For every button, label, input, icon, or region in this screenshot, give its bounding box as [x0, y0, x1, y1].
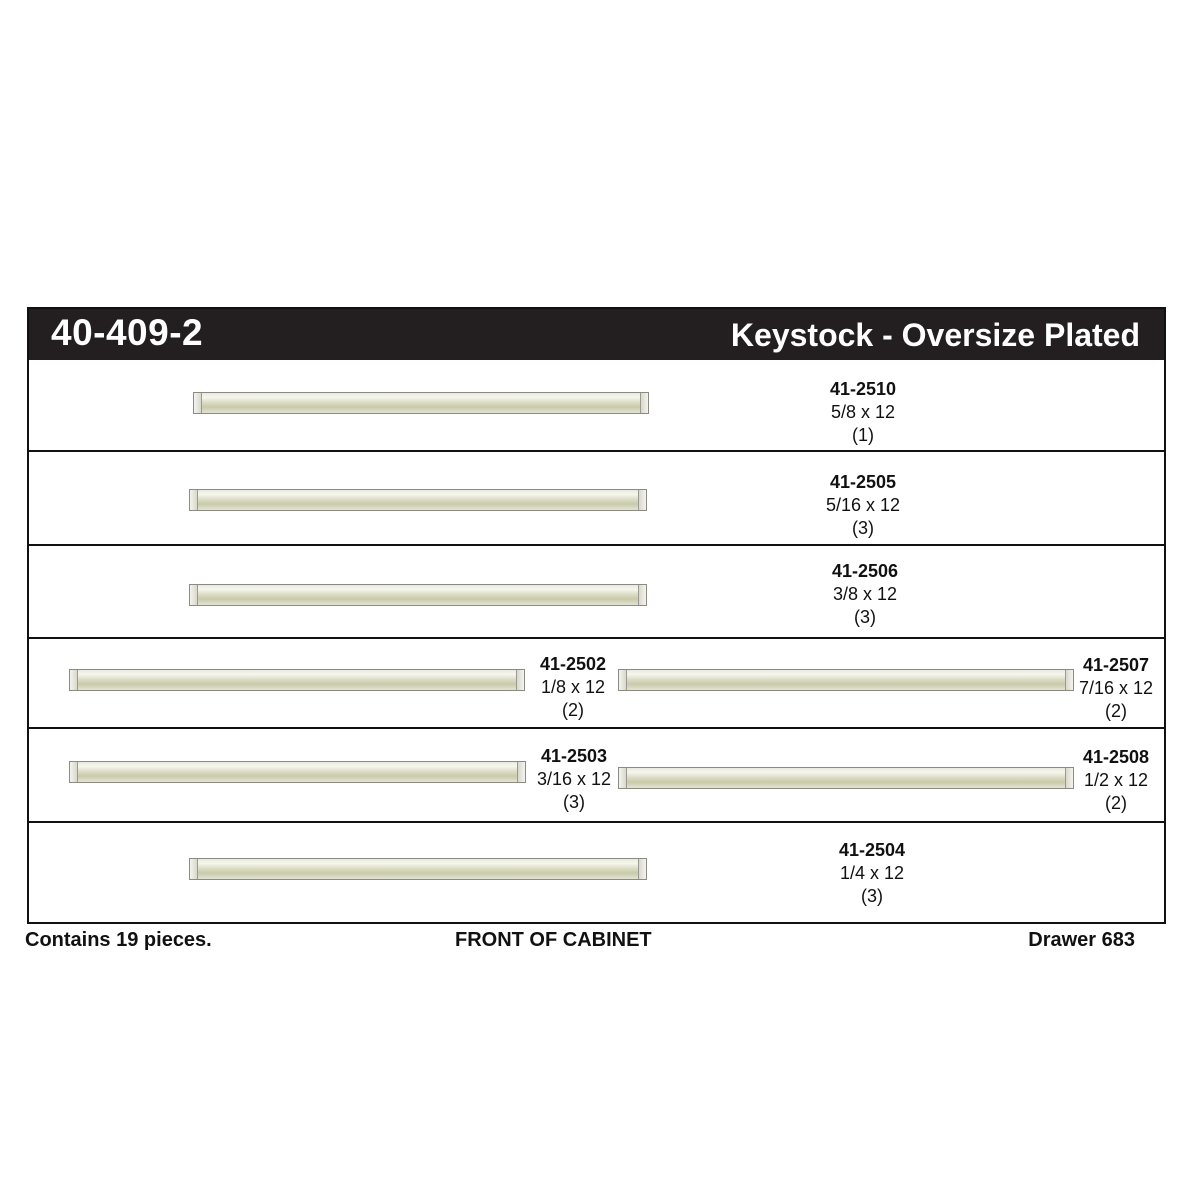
part-size: 5/8 x 12 [830, 402, 896, 422]
keystock-bar [618, 669, 1074, 691]
part-number: 41-2510 [829, 379, 897, 399]
drawer-row-6 [29, 821, 1164, 922]
item-label [812, 839, 932, 908]
keystock-bar [189, 584, 647, 606]
part-size: 1/4 x 12 [839, 863, 905, 883]
kit-title: Keystock - Oversize Plated [730, 317, 1140, 353]
keystock-bar [189, 858, 647, 880]
header-bar [29, 309, 1164, 360]
part-qty: (3) [852, 518, 874, 538]
part-qty: (3) [563, 792, 585, 812]
item-label [1056, 654, 1176, 723]
part-number: 41-2508 [1082, 747, 1150, 767]
part-qty: (2) [562, 700, 584, 720]
front-of-cabinet-label: FRONT OF CABINET [455, 929, 652, 951]
pieces-count: Contains 19 pieces. [25, 929, 212, 951]
drawer-panel [27, 307, 1166, 924]
part-size: 1/8 x 12 [540, 677, 606, 697]
item-label [514, 745, 634, 814]
drawer-row-4 [29, 637, 1164, 729]
part-qty: (3) [861, 886, 883, 906]
part-number: 41-2502 [539, 654, 607, 674]
part-size: 3/8 x 12 [832, 584, 898, 604]
part-size: 5/16 x 12 [825, 495, 901, 515]
part-size: 1/2 x 12 [1083, 770, 1149, 790]
part-qty: (2) [1105, 793, 1127, 813]
part-number: 41-2503 [540, 746, 608, 766]
part-qty: (3) [854, 607, 876, 627]
keystock-bar [189, 489, 647, 511]
part-qty: (2) [1105, 701, 1127, 721]
keystock-bar [618, 767, 1074, 789]
drawer-row-1 [29, 360, 1164, 452]
item-label [803, 471, 923, 540]
item-label [805, 560, 925, 629]
item-label [513, 653, 633, 722]
part-number: 41-2507 [1082, 655, 1150, 675]
part-number: 41-2504 [838, 840, 906, 860]
drawer-row-5 [29, 727, 1164, 823]
part-size: 3/16 x 12 [536, 769, 612, 789]
part-number: 41-2506 [831, 561, 899, 581]
drawer-row-2 [29, 450, 1164, 546]
keystock-bar [69, 761, 526, 783]
drawer-number: Drawer 683 [1028, 929, 1135, 951]
keystock-bar [69, 669, 525, 691]
kit-code: 40-409-2 [51, 312, 204, 353]
item-label [803, 378, 923, 447]
part-size: 7/16 x 12 [1078, 678, 1154, 698]
part-qty: (1) [852, 425, 874, 445]
item-label [1056, 746, 1176, 815]
keystock-bar [193, 392, 649, 414]
drawer-row-3 [29, 544, 1164, 639]
part-number: 41-2505 [829, 472, 897, 492]
